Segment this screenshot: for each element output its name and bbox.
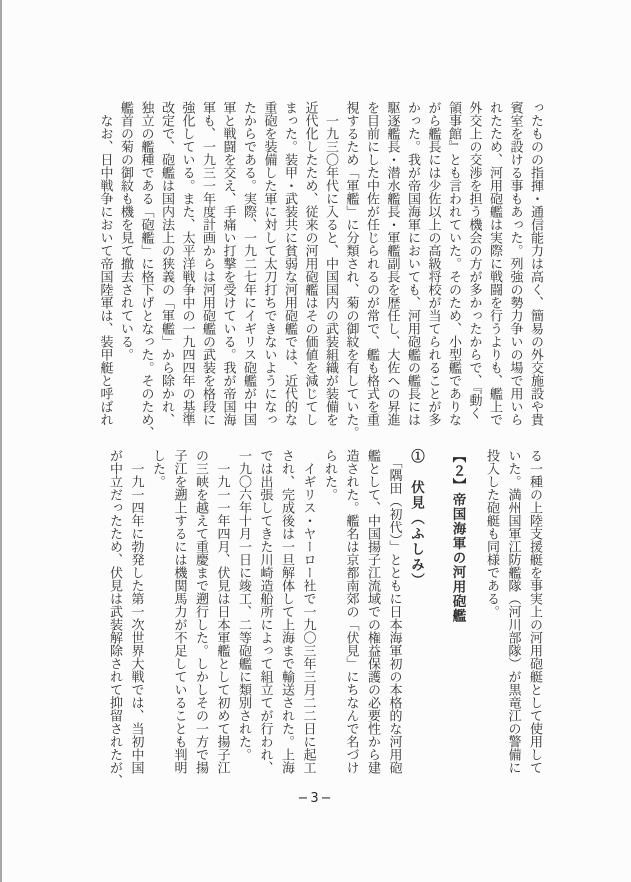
text-column: 軍と戦闘を交え、手痛い打撃を受けている。我が帝国海 [220, 101, 236, 426]
text-column: る一種の上陸支援艇を事実上の河用砲艇として使用して [527, 449, 542, 774]
text-column: 造された。艦名は京都南郊の「伏見」にちなんで名づけ [343, 449, 359, 774]
text-column: 外交上の交渉を担う機会の方が多かったからで、『動く [466, 101, 482, 420]
text-column: 強化している。また、太平洋戦争中の一九四四年の基準 [179, 101, 195, 426]
text-column: いた。満州国軍江防艦隊（河川部隊）が黒竜江の警備に [505, 449, 521, 774]
post-heading-text [104, 449, 405, 787]
pre-heading-text [481, 449, 546, 781]
page-number: −3− [297, 791, 334, 806]
section-heading: 【２】帝国海軍の河用砲艦 [449, 449, 466, 623]
text-column: され、完成後は一旦解体して上海まで輸送された。上海 [279, 449, 294, 774]
text-column: 艦首の菊の御紋も機を見て撤去されている。 [118, 101, 133, 361]
text-column: なお、日中戦争において帝国陸軍は、装甲艇と呼ばれ [97, 101, 113, 426]
text-column: 「隅田（初代）」とともに日本海軍初の本格的な河用砲 [386, 449, 402, 774]
text-column: では出張してきた川崎造船所によって組立てが行われ、 [257, 449, 273, 774]
text-column: 改定で、砲艦は国内法上の狭義の「軍艦」から除かれ、 [159, 101, 174, 426]
text-column: 軍も、一九三一年度計画からは河用砲艦の武装を格段に [200, 101, 215, 426]
text-column: 子江を遡上するには機関馬力が不足していることも判明 [171, 449, 187, 774]
text-column: が中立だったため、伏見は武装解除されて抑留されたが、 [107, 449, 122, 787]
text-column: 一九〇六年十月一日に竣工、二等砲艦に類別された。 [236, 449, 251, 761]
page-edge-line [0, 0, 2, 882]
text-column: 領事館』とも言われていた。そのため、小型艦でありな [446, 101, 461, 426]
text-column: 一九三〇年代に入ると、中国国内の武装組織が装備を [323, 101, 338, 426]
text-column: 艦として、中国揚子江流域での権益保護の必要性から建 [365, 449, 380, 774]
top-text-block [94, 101, 545, 439]
text-column: 賓室を設ける事もあった。列強の勢力争いの場で用いら [507, 101, 523, 426]
text-column: られた。 [322, 449, 337, 501]
text-column: 近代化したため、従来の河用砲艦はその価値を減じてし [302, 101, 318, 426]
text-column: の三峡を越えて重慶まで遡行した。しかしその一方で揚 [193, 449, 208, 774]
text-column: 視するため「軍艦」に分類され、菊の御紋を有していた。 [343, 101, 359, 439]
text-column: 駆逐艦長・潜水艦長・軍艦副長を歴任し、大佐への昇進 [384, 101, 400, 426]
text-column: 投入した砲艇も同様である。 [484, 449, 499, 618]
text-column: ったものの指揮・通信能力は高く、簡易の外交施設や貴 [528, 101, 543, 426]
text-column: 独立の艦種である「砲艦」に格下げとなった。そのため、 [138, 101, 154, 439]
text-column: まった。装甲・武装共に貧弱な河用砲艦では、近代的な [282, 101, 297, 426]
bottom-text-block [104, 449, 546, 787]
text-column: 重砲を装備した軍に対して太刀打ちできないようになっ [261, 101, 277, 426]
text-column: を目前にした中佐が任じられるのが常で、艦も格式を重 [364, 101, 379, 426]
text-column: 一九一四年に勃発した第一次世界大戦では、当初中国 [128, 449, 144, 774]
text-column: 一九一一年四月、伏見は日本軍艦として初めて揚子江 [214, 449, 230, 774]
text-column: れたため、河用砲艦は実際に戦闘を行うよりも、艦上で [487, 101, 502, 426]
subsection-heading: ① 伏見（ふしみ） [408, 449, 424, 589]
text-column: イギリス・ヤーロー社で一九〇三年三月二二日に起工 [300, 449, 316, 774]
text-column: たからである。実際、一九二七年にイギリス砲艦が中国 [241, 101, 256, 426]
text-column: した。 [150, 449, 165, 488]
text-column: かった。我が帝国海軍においても、河用砲艦の艦長には [405, 101, 420, 426]
text-column: がら艦長には少佐以上の高級将校が当てられることが多 [425, 101, 441, 426]
